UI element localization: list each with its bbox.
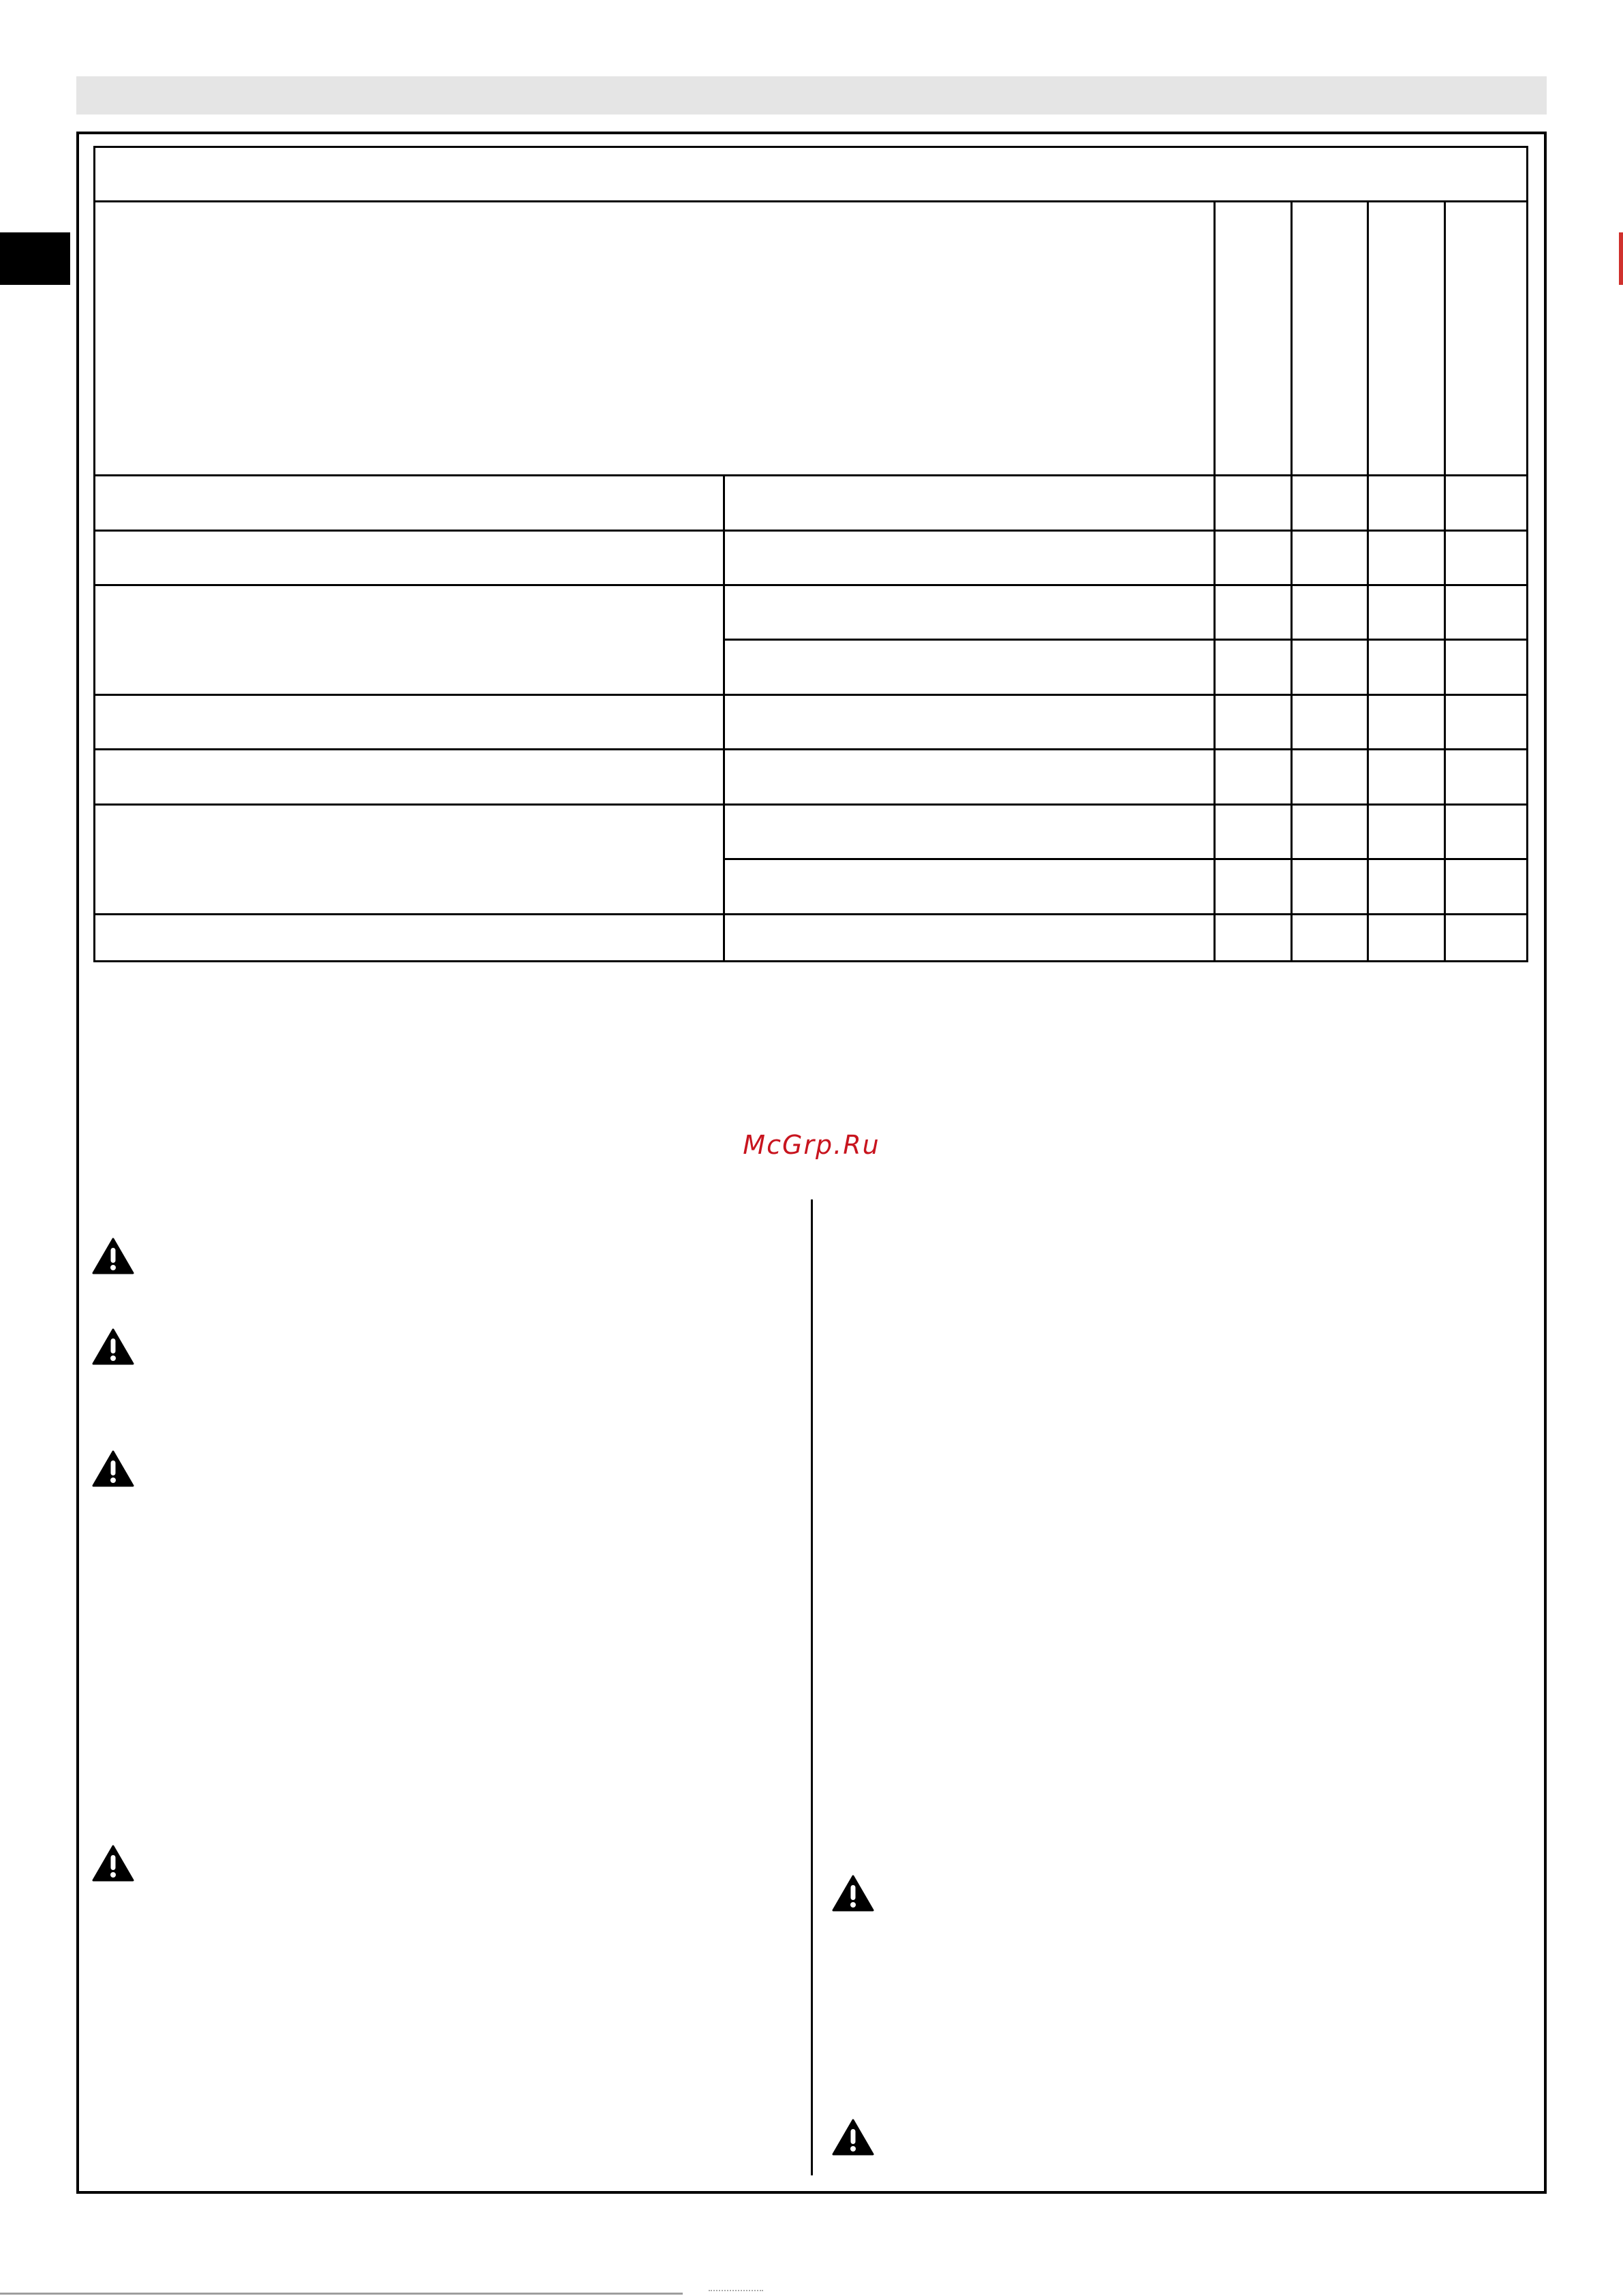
table-row-divider: [93, 474, 1528, 476]
table-row-divider: [93, 803, 1528, 806]
table-border-top: [93, 146, 1528, 148]
warning-triangle-icon: [832, 2119, 874, 2156]
edge-mark: [1619, 232, 1623, 285]
warning-triangle-icon: [92, 1450, 134, 1487]
table-row-divider: [724, 858, 1528, 860]
table-column-divider: [1214, 200, 1216, 962]
table-border-bottom: [93, 960, 1528, 962]
column-divider: [811, 1199, 813, 2175]
table-column-divider: [1367, 200, 1369, 962]
header-bar: [76, 76, 1547, 114]
table-row-divider: [93, 913, 1528, 915]
table-border-right: [1526, 146, 1528, 962]
table-row-divider: [93, 584, 1528, 586]
warning-triangle-icon: [92, 1845, 134, 1882]
table-row-divider: [724, 639, 1528, 641]
warning-triangle-icon: [832, 1875, 874, 1912]
table-column-divider: [723, 474, 725, 962]
warning-triangle-icon: [92, 1238, 134, 1274]
table-column-divider: [1444, 200, 1446, 962]
table-title-divider: [93, 200, 1528, 202]
footer-rule: [0, 2293, 683, 2295]
watermark-text: McGrp.Ru: [743, 1130, 880, 1160]
footer-mark: [709, 2290, 763, 2294]
table-row-divider: [93, 530, 1528, 532]
table-row-divider: [93, 748, 1528, 750]
language-tab: [0, 232, 70, 285]
table-column-divider: [1290, 200, 1293, 962]
table-border-left: [93, 146, 95, 962]
warning-triangle-icon: [92, 1328, 134, 1365]
table-row-divider: [93, 694, 1528, 696]
